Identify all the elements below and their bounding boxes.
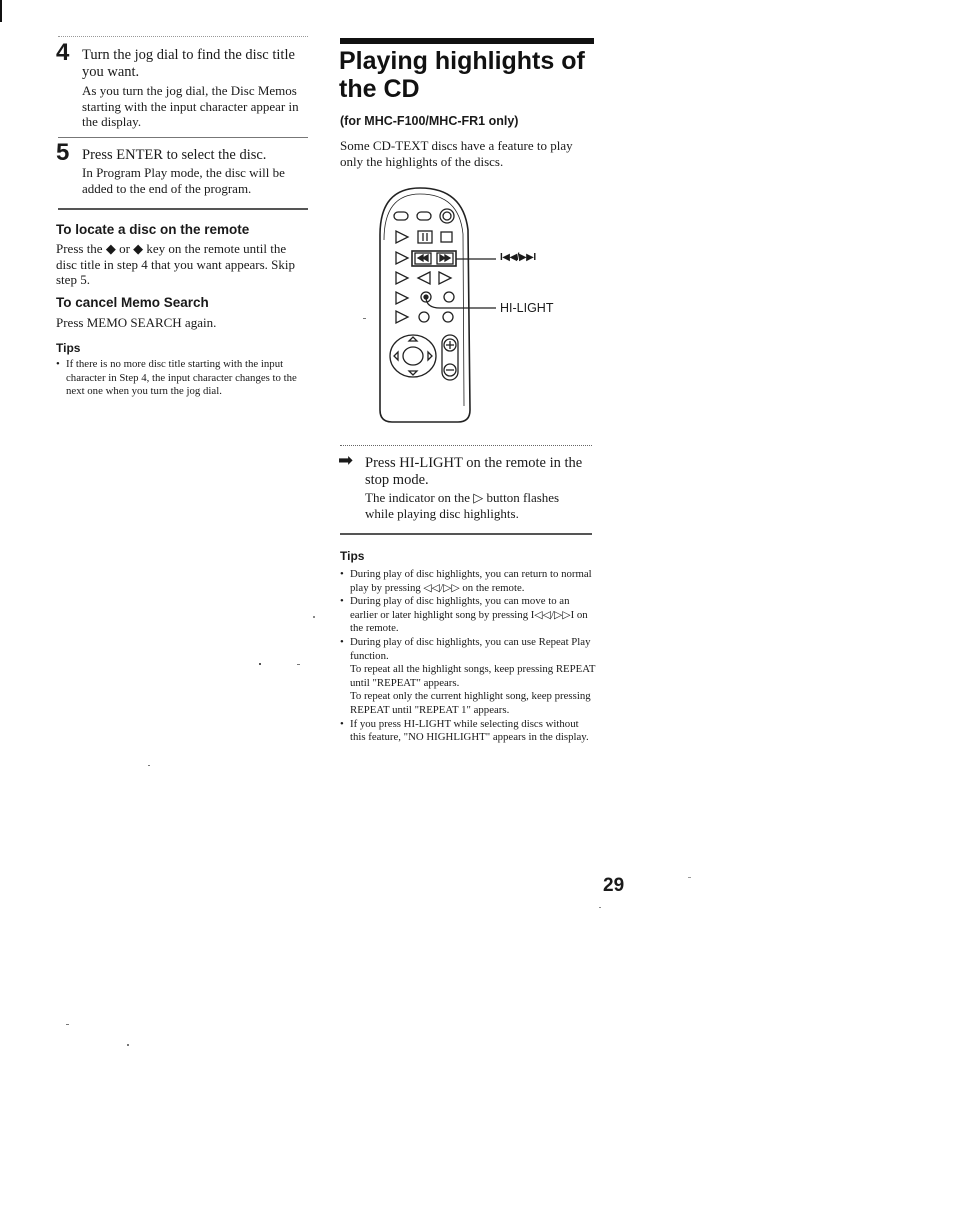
remote-illustration xyxy=(360,180,600,430)
scan-speck xyxy=(363,318,366,319)
scan-speck xyxy=(297,664,300,665)
locate-body: Press the ◆ or ◆ key on the remote until the disc title in step 4 that you want appears. Skip step 5. xyxy=(56,241,296,287)
bullet-icon: • xyxy=(340,568,344,580)
right-tip-item xyxy=(340,636,596,718)
hilight-step-body: The indicator on the ▷ button flashes while playing disc highlights. xyxy=(365,490,560,521)
right-tip-item xyxy=(340,595,596,636)
title-bar xyxy=(340,38,594,44)
right-tip-text: If you press HI-LIGHT while selecting discs without this feature, "NO HIGHLIGHT" appears in the display. xyxy=(350,717,589,744)
page-title: Playing highlights of the CD xyxy=(339,47,585,103)
rule-right-tips xyxy=(340,533,592,535)
bullet-icon: • xyxy=(56,358,60,370)
locate-heading: To locate a disc on the remote xyxy=(56,222,250,237)
step-5-body: In Program Play mode, the disc will be added to the end of the program. xyxy=(82,165,285,196)
step-4-title: Turn the jog dial to find the disc title you want. xyxy=(82,47,295,80)
right-tip-text: During play of disc highlights, you can move to an earlier or later highlight song by pressing I◁◁/▷▷I on the remote. xyxy=(350,595,588,635)
cancel-heading: To cancel Memo Search xyxy=(56,295,209,310)
margin-mark xyxy=(0,0,2,22)
skip-buttons-label: I◀◀/▶▶I xyxy=(500,252,536,263)
bullet-icon: • xyxy=(340,595,344,608)
left-tips-list xyxy=(56,358,310,399)
right-tip-text: To repeat only the current highlight song, keep pressing REPEAT until "REPEAT 1" appears. xyxy=(350,690,591,716)
cancel-body: Press MEMO SEARCH again. xyxy=(56,315,217,330)
scan-speck xyxy=(259,663,261,665)
hilight-step-title: Press HI-LIGHT on the remote in the stop mode. xyxy=(365,455,583,488)
scan-speck xyxy=(148,765,150,766)
step-4-number: 4 xyxy=(56,39,70,66)
right-tip-text: During play of disc highlights, you can use Repeat Play function. xyxy=(350,635,591,662)
rule-locate xyxy=(58,208,308,210)
rule-step5 xyxy=(58,137,308,138)
intro-text: Some CD-TEXT discs have a feature to play only the highlights of the discs. xyxy=(340,138,573,169)
right-tip-text: To repeat all the highlight songs, keep pressing REPEAT until "REPEAT" appears. xyxy=(350,663,596,689)
bullet-icon: • xyxy=(340,717,344,730)
left-tips-heading: Tips xyxy=(56,341,81,355)
step-4-body: As you turn the jog dial, the Disc Memos starting with the input character appear in the display. xyxy=(82,83,299,129)
right-tips-heading: Tips xyxy=(340,549,365,563)
remote-svg xyxy=(360,180,600,430)
rule-top-left xyxy=(58,36,308,37)
step-5-title: Press ENTER to select the disc. xyxy=(82,147,267,163)
scan-speck xyxy=(66,1024,69,1025)
rule-step-hilight xyxy=(340,445,592,446)
scan-speck xyxy=(599,907,601,908)
right-tips-list xyxy=(340,568,596,745)
right-tip-item xyxy=(340,568,596,595)
scan-speck xyxy=(313,616,315,618)
bullet-icon: • xyxy=(340,635,344,648)
scan-speck xyxy=(688,877,691,878)
step-5-number: 5 xyxy=(56,139,70,166)
page-number: 29 xyxy=(603,875,625,896)
right-tip-text: During play of disc highlights, you can return to normal play by pressing ◁◁/▷▷ on the remote. xyxy=(350,568,592,594)
hilight-label: HI-LIGHT xyxy=(500,301,554,315)
left-tip-item xyxy=(56,358,310,399)
right-tip-item xyxy=(340,718,596,745)
scan-speck xyxy=(127,1044,129,1046)
step-arrow-icon: ➡ xyxy=(338,450,354,470)
page-subtitle: (for MHC-F100/MHC-FR1 only) xyxy=(340,114,519,128)
left-tip-text: If there is no more disc title starting with the input character in Step 4, the input character changes to the next one when you turn the jog dial. xyxy=(66,358,297,398)
